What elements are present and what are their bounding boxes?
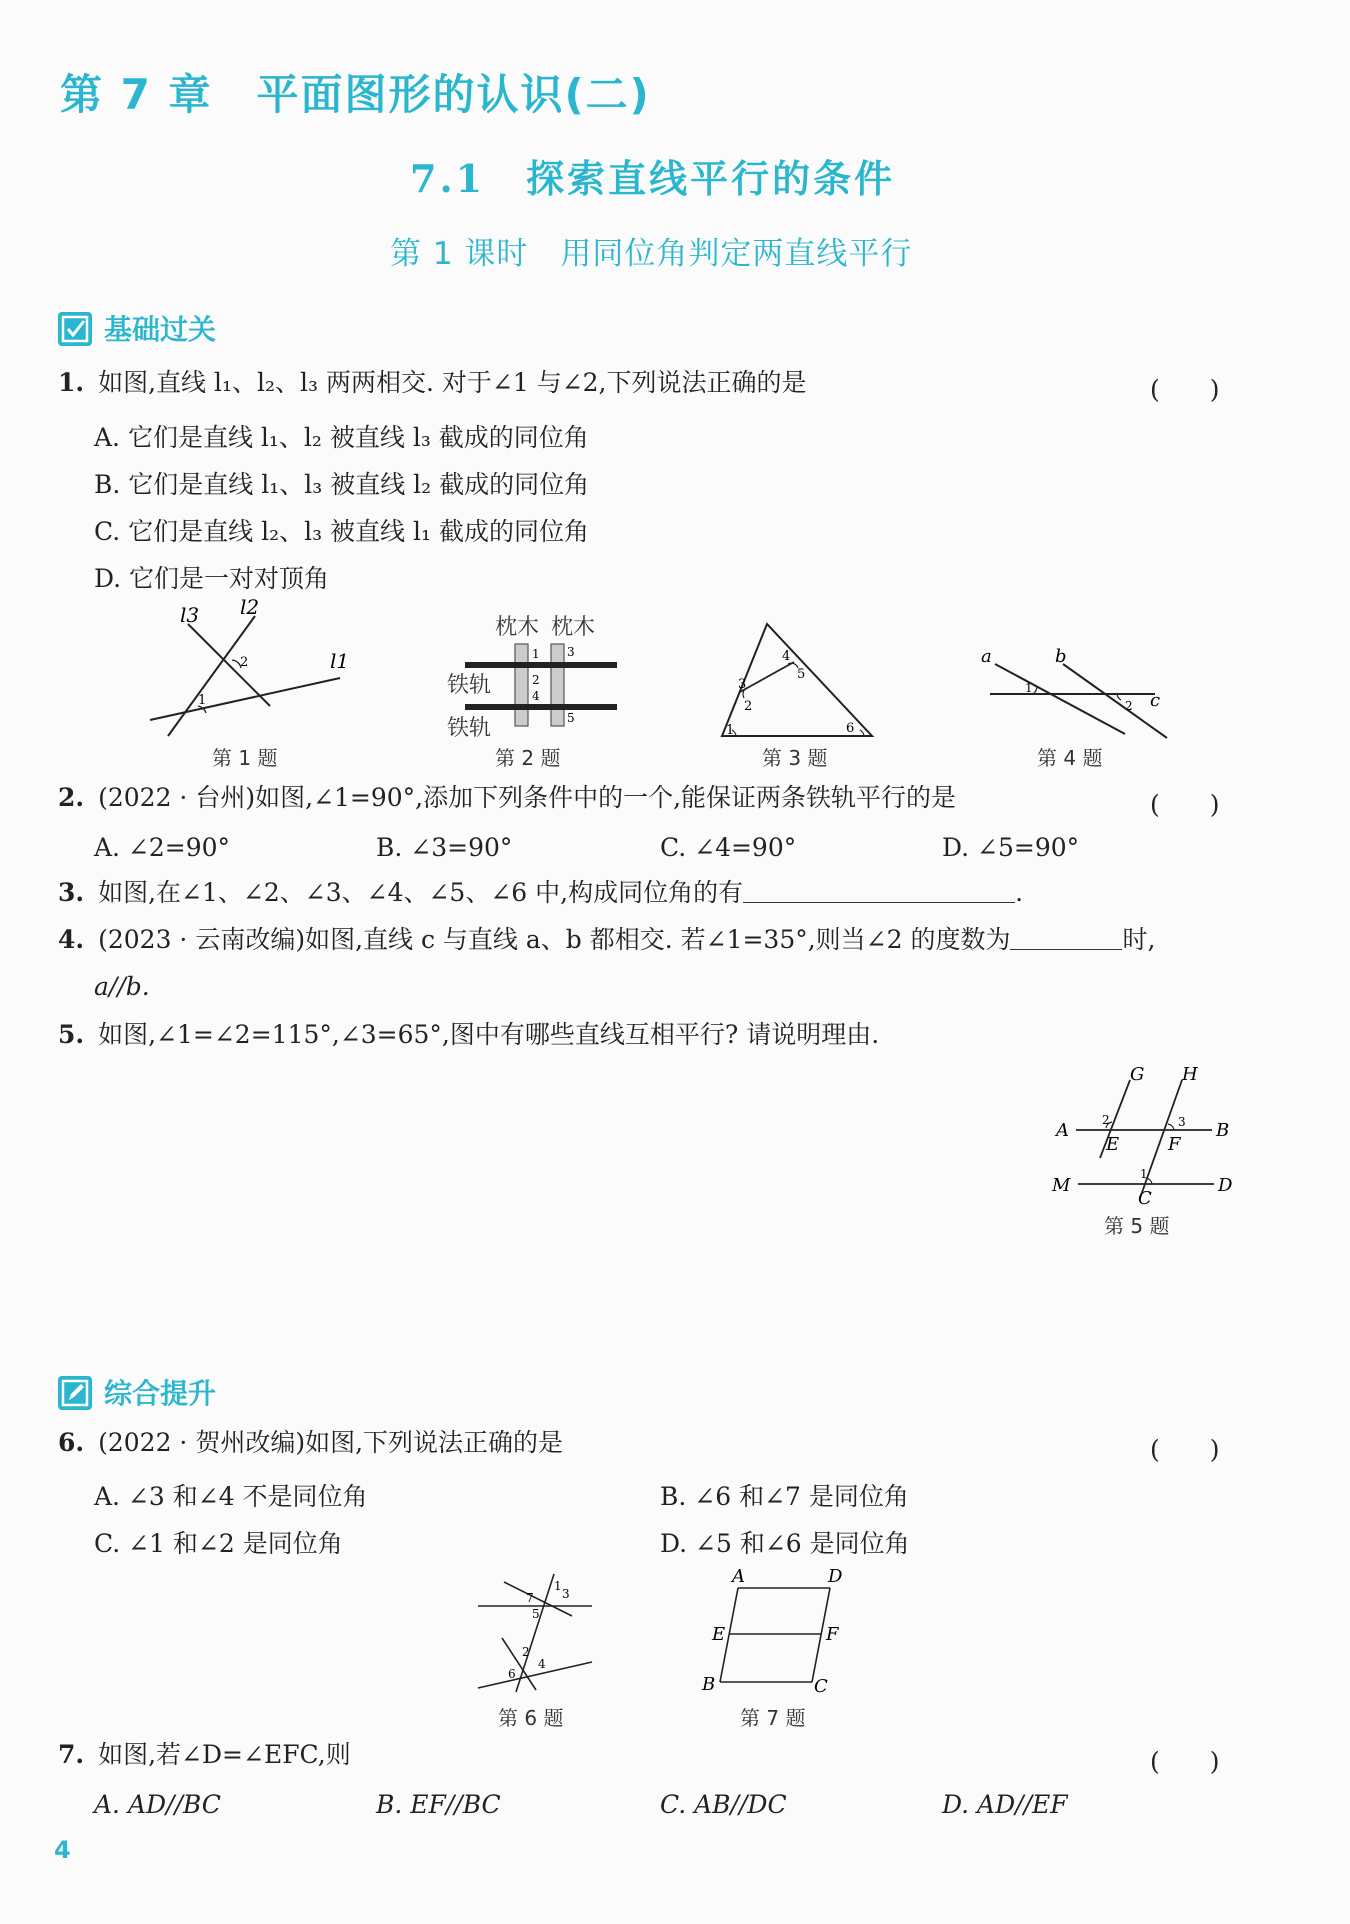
figure-1 bbox=[140, 598, 360, 768]
label-b: b bbox=[1055, 646, 1067, 667]
section-advanced-label: 综合提升 bbox=[104, 1377, 217, 1410]
section-basic-heading bbox=[58, 308, 216, 348]
angle-3: 3 bbox=[1178, 1115, 1186, 1129]
label-rail-1: 铁轨 bbox=[447, 673, 492, 698]
figure-3 bbox=[712, 618, 882, 768]
figure-7 bbox=[696, 1566, 856, 1728]
question-3 bbox=[58, 880, 1023, 905]
label-a: A bbox=[732, 1566, 745, 1587]
page-number: 4 bbox=[54, 1836, 71, 1864]
question-number: 3. bbox=[58, 878, 85, 907]
option-d: D. ∠5 和∠6 是同位角 bbox=[660, 1529, 910, 1558]
angle-4: 4 bbox=[538, 1657, 546, 1671]
option-c: C. AB//DC bbox=[660, 1790, 787, 1819]
angle-1: 1 bbox=[1025, 681, 1033, 695]
option-c: C. 它们是直线 l₂、l₃ 被直线 l₁ 截成的同位角 bbox=[94, 517, 589, 546]
section-basic-label: 基础过关 bbox=[104, 313, 217, 346]
angle-1: 1 bbox=[198, 693, 207, 708]
chapter-title: 第 7 章 平面图形的认识(二) bbox=[60, 70, 651, 119]
question-5 bbox=[58, 1022, 879, 1047]
answer-parens: ( ) bbox=[1150, 1435, 1220, 1464]
figure-4 bbox=[975, 642, 1175, 768]
label-sleeper-1: 枕木 bbox=[495, 615, 540, 640]
answer-parens: ( ) bbox=[1150, 790, 1220, 819]
lesson-title: 第 1 课时 用同位角判定两直线平行 bbox=[390, 236, 913, 272]
angle-4: 4 bbox=[532, 689, 540, 703]
section-advanced-heading bbox=[58, 1372, 216, 1412]
label-d: D bbox=[1218, 1175, 1233, 1196]
answer-blank[interactable] bbox=[1010, 949, 1122, 950]
label-sleeper-2: 枕木 bbox=[551, 615, 596, 640]
angle-7: 7 bbox=[526, 1591, 534, 1605]
figure-1-caption: 第 1 题 bbox=[212, 746, 278, 770]
figure-5 bbox=[1050, 1058, 1240, 1238]
option-d: D. AD//EF bbox=[942, 1790, 1068, 1819]
option-c: C. ∠4=90° bbox=[660, 833, 797, 862]
figure-6-diagram bbox=[472, 1568, 602, 1698]
question-7 bbox=[58, 1742, 351, 1767]
question-stem: 如图,直线 l₁、l₂、l₃ 两两相交. 对于∠1 与∠2,下列说法正确的是 bbox=[98, 368, 807, 397]
angle-3: 3 bbox=[567, 645, 575, 659]
question-6 bbox=[58, 1430, 563, 1455]
answer-parens: ( ) bbox=[1150, 1747, 1220, 1776]
angle-1: 1 bbox=[1140, 1167, 1148, 1181]
angle-5: 5 bbox=[532, 1607, 540, 1621]
angle-1: 1 bbox=[726, 723, 735, 738]
label-d: D bbox=[828, 1566, 843, 1587]
question-number: 2. bbox=[58, 783, 85, 812]
figure-6-caption: 第 6 题 bbox=[498, 1706, 564, 1730]
angle-6: 6 bbox=[508, 1667, 516, 1681]
label-m: M bbox=[1052, 1175, 1071, 1196]
question-stem: (2023 · 云南改编)如图,直线 c 与直线 a、b 都相交. 若∠1=35°,则当∠2 的度数为 bbox=[98, 925, 1011, 954]
label-g: G bbox=[1130, 1064, 1145, 1085]
label-c: C bbox=[814, 1676, 828, 1697]
question-end: . bbox=[1015, 878, 1024, 907]
label-l2: l2 bbox=[240, 598, 260, 619]
question-1 bbox=[58, 370, 807, 395]
angle-5: 5 bbox=[567, 711, 575, 725]
figure-5-caption: 第 5 题 bbox=[1104, 1214, 1170, 1238]
angle-2: 2 bbox=[1102, 1113, 1110, 1127]
question-2 bbox=[58, 785, 956, 810]
label-b: B bbox=[1216, 1120, 1230, 1141]
angle-1: 1 bbox=[554, 1579, 562, 1593]
option-a: A. 它们是直线 l₁、l₂ 被直线 l₃ 截成的同位角 bbox=[94, 423, 589, 452]
angle-2: 2 bbox=[1125, 699, 1133, 713]
question-stem: (2022 · 台州)如图,∠1=90°,添加下列条件中的一个,能保证两条铁轨平行的是 bbox=[98, 783, 957, 812]
label-e: E bbox=[1106, 1134, 1120, 1155]
answer-parens: ( ) bbox=[1150, 375, 1220, 404]
figure-4-caption: 第 4 题 bbox=[1037, 746, 1103, 770]
figure-3-diagram bbox=[712, 618, 882, 738]
option-d: D. ∠5=90° bbox=[942, 833, 1080, 862]
question-4-line2: a//b. bbox=[94, 972, 150, 1001]
label-l1: l1 bbox=[330, 649, 350, 673]
question-stem: 如图,若∠D=∠EFC,则 bbox=[98, 1740, 351, 1769]
option-b: B. ∠6 和∠7 是同位角 bbox=[660, 1482, 909, 1511]
pencil-icon bbox=[58, 1376, 92, 1410]
question-number: 4. bbox=[58, 925, 85, 954]
question-stem: (2022 · 贺州改编)如图,下列说法正确的是 bbox=[98, 1428, 564, 1457]
label-f: F bbox=[1168, 1134, 1181, 1155]
question-number: 1. bbox=[58, 368, 85, 397]
angle-2: 2 bbox=[240, 655, 249, 670]
section-title: 7.1 探索直线平行的条件 bbox=[410, 156, 896, 201]
option-b: B. EF//BC bbox=[376, 1790, 501, 1819]
question-stem: 如图,∠1=∠2=115°,∠3=65°,图中有哪些直线互相平行? 请说明理由. bbox=[98, 1020, 880, 1049]
figure-4-diagram bbox=[975, 642, 1175, 742]
question-number: 5. bbox=[58, 1020, 85, 1049]
figure-7-diagram bbox=[696, 1566, 856, 1700]
label-h: H bbox=[1182, 1064, 1198, 1085]
label-c: c bbox=[1150, 690, 1161, 711]
option-a: A. ∠2=90° bbox=[94, 833, 231, 862]
figure-2-diagram bbox=[445, 608, 625, 738]
answer-blank[interactable] bbox=[743, 902, 1015, 903]
label-f: F bbox=[826, 1624, 839, 1645]
option-d: D. 它们是一对对顶角 bbox=[94, 564, 330, 593]
angle-2: 2 bbox=[522, 1645, 530, 1659]
option-a: A. ∠3 和∠4 不是同位角 bbox=[94, 1482, 368, 1511]
figure-2-caption: 第 2 题 bbox=[495, 746, 561, 770]
label-l3: l3 bbox=[180, 603, 200, 627]
option-c: C. ∠1 和∠2 是同位角 bbox=[94, 1529, 343, 1558]
label-a: A bbox=[1056, 1120, 1069, 1141]
angle-3: 3 bbox=[738, 677, 747, 692]
option-b: B. 它们是直线 l₁、l₃ 被直线 l₂ 截成的同位角 bbox=[94, 470, 590, 499]
label-b: B bbox=[702, 1674, 716, 1695]
figure-6 bbox=[472, 1568, 602, 1728]
label-e: E bbox=[712, 1624, 726, 1645]
angle-5: 5 bbox=[797, 667, 806, 682]
label-a: a bbox=[981, 646, 992, 667]
question-after: 时, bbox=[1122, 925, 1156, 954]
angle-1: 1 bbox=[532, 647, 540, 661]
option-b: B. ∠3=90° bbox=[376, 833, 513, 862]
question-number: 6. bbox=[58, 1428, 85, 1457]
checkbox-icon bbox=[58, 312, 92, 346]
angle-6: 6 bbox=[846, 721, 855, 736]
figure-1-diagram bbox=[140, 598, 360, 738]
figure-3-caption: 第 3 题 bbox=[762, 746, 828, 770]
question-stem: 如图,在∠1、∠2、∠3、∠4、∠5、∠6 中,构成同位角的有 bbox=[98, 878, 744, 907]
option-a: A. AD//BC bbox=[94, 1790, 221, 1819]
label-rail-2: 铁轨 bbox=[447, 716, 492, 741]
angle-3: 3 bbox=[562, 1587, 570, 1601]
angle-2: 2 bbox=[744, 699, 753, 714]
question-number: 7. bbox=[58, 1740, 85, 1769]
label-c: C bbox=[1138, 1188, 1152, 1208]
question-4 bbox=[58, 927, 1155, 952]
angle-2: 2 bbox=[532, 673, 540, 687]
figure-2 bbox=[445, 608, 625, 768]
figure-7-caption: 第 7 题 bbox=[740, 1706, 806, 1730]
figure-5-diagram bbox=[1050, 1058, 1240, 1208]
angle-4: 4 bbox=[782, 649, 791, 664]
